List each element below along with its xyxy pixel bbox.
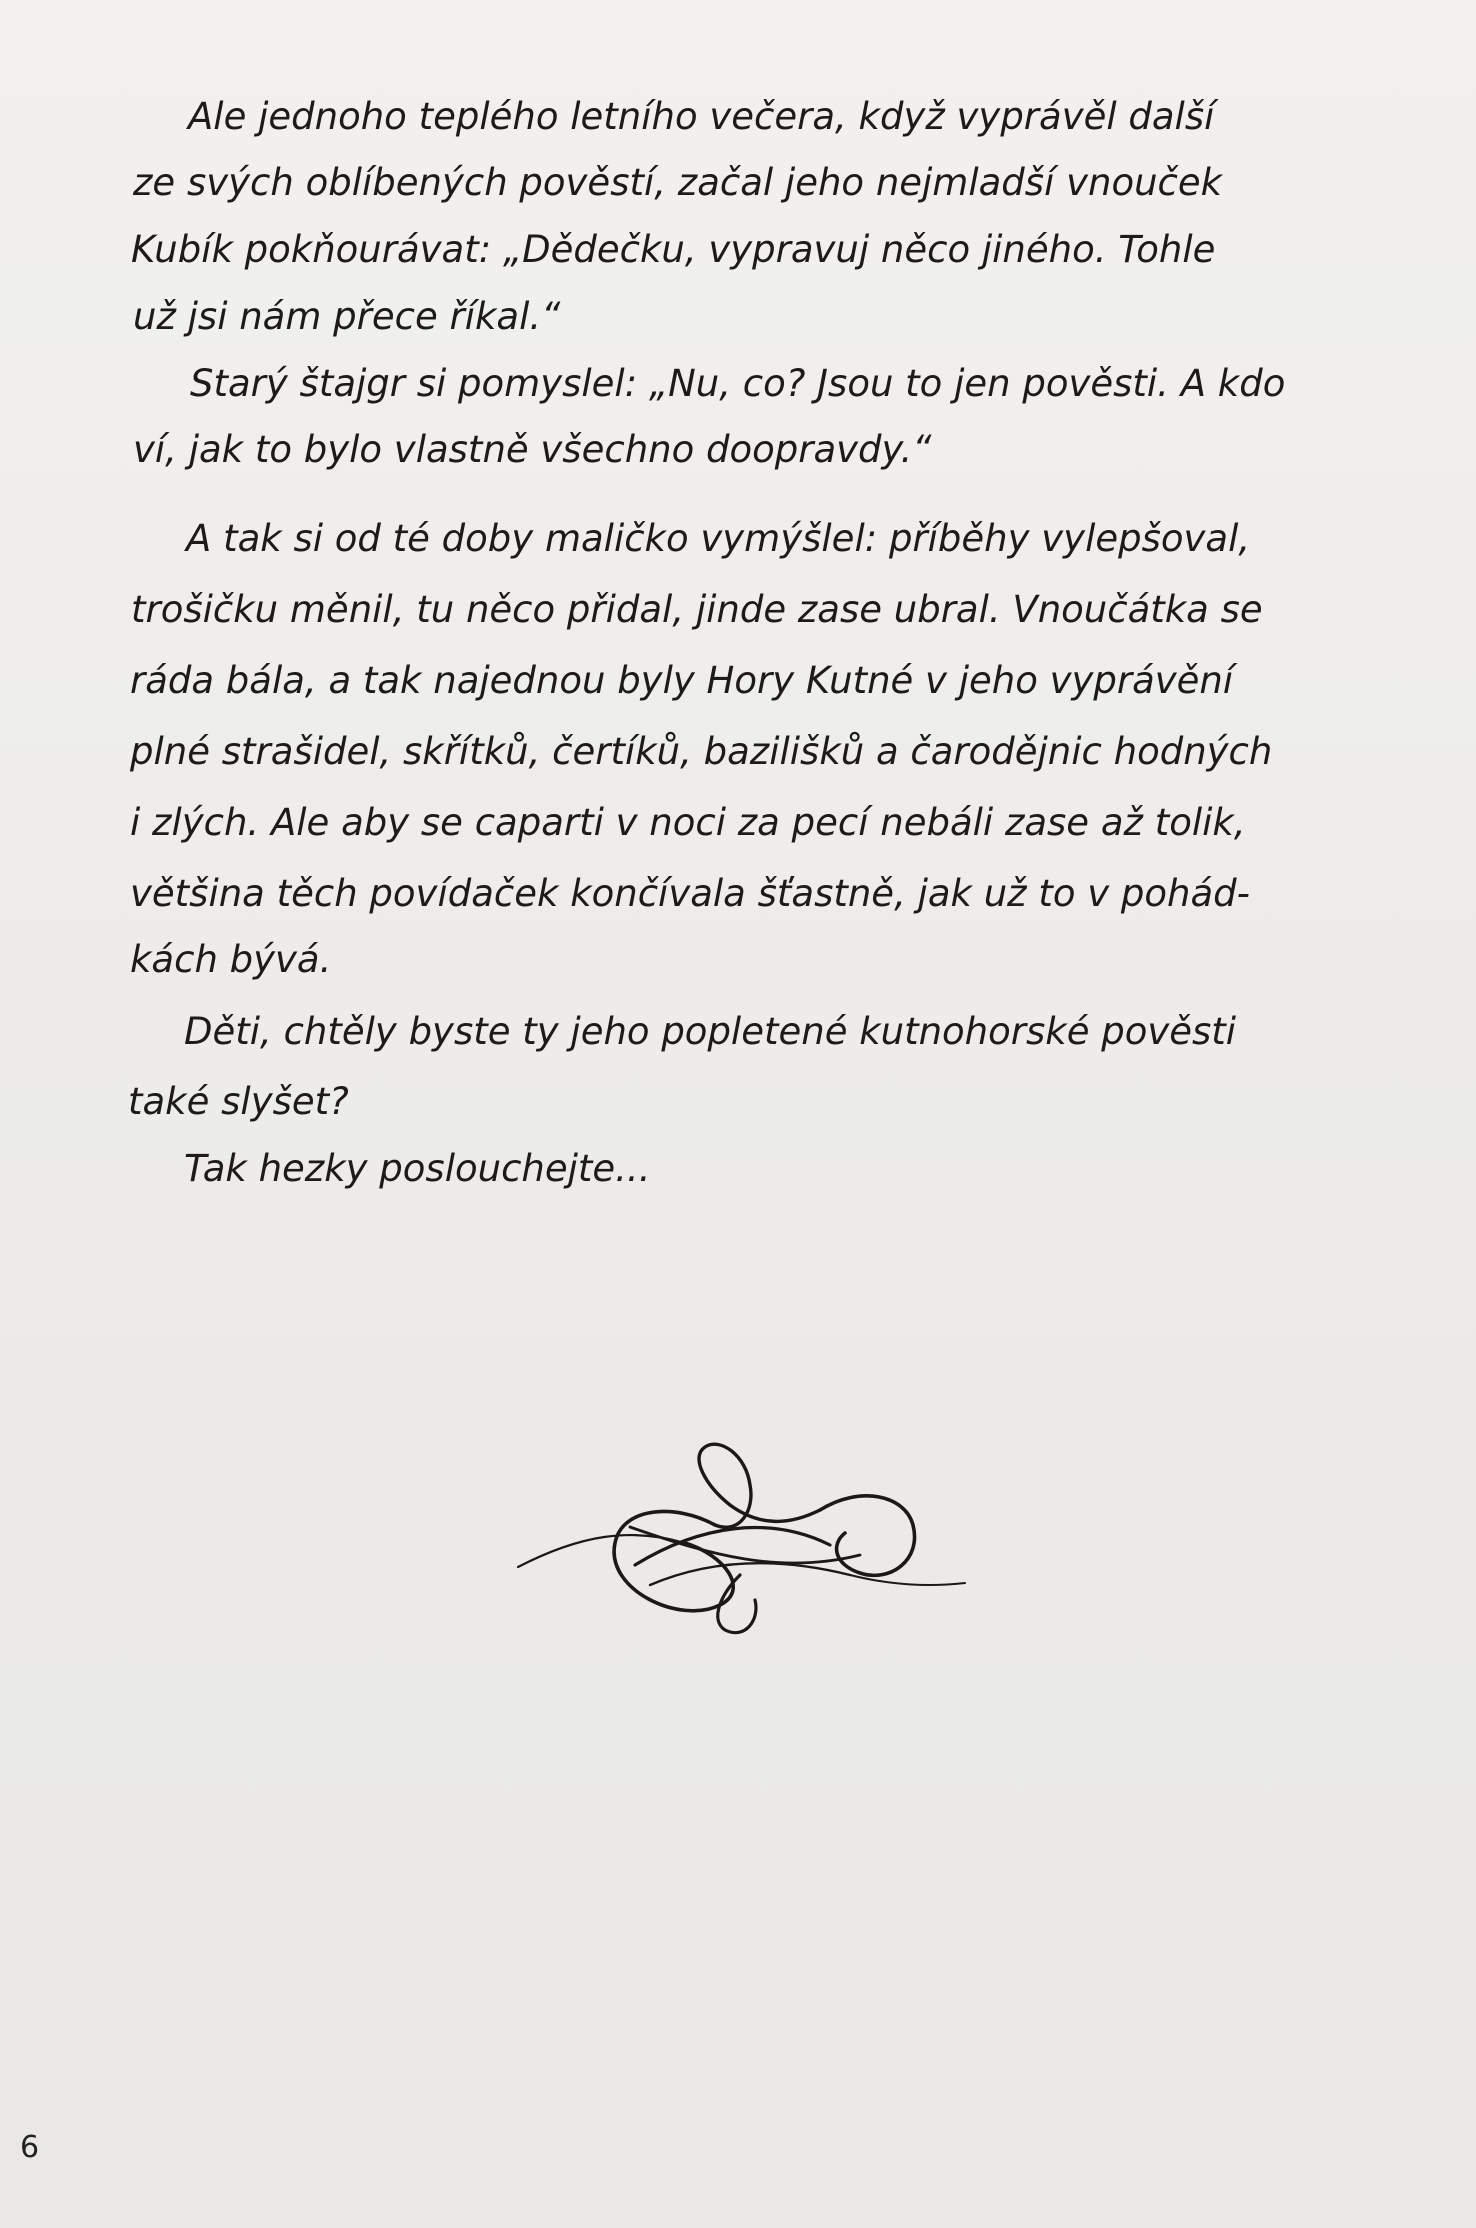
paragraph-3-line-4: plné strašidel, skřítků, čertíků, bazilišků a čarodějnic hodných (130, 730, 1273, 773)
paragraph-3-line-7: kách bývá. (130, 938, 332, 981)
paragraph-3-line-2: trošičku měnil, tu něco přidal, jinde zase ubral. Vnoučátka se (131, 588, 1263, 631)
paragraph-4-line-1: Děti, chtěly byste ty jeho popletené kutnohorské pověsti (184, 1010, 1237, 1053)
paragraph-1-line-3: Kubík pokňourávat: „Dědečku, vypravuj něco jiného. Tohle (131, 228, 1216, 271)
paragraph-5-line-1: Tak hezky poslouchejte... (184, 1147, 651, 1190)
paragraph-1-line-4: už jsi nám přece říkal.“ (133, 295, 561, 338)
paragraph-2-line-2: ví, jak to bylo vlastně všechno doopravdy.“ (133, 428, 932, 471)
paragraph-1-line-1: Ale jednoho teplého letního večera, když vyprávěl další (188, 95, 1215, 138)
paragraph-1-line-2: ze svých oblíbených pověstí, začal jeho nejmladší vnouček (133, 161, 1223, 204)
paragraph-3-line-3: ráda bála, a tak najednou byly Hory Kutné v jeho vyprávění (130, 659, 1234, 702)
paragraph-4-line-2: také slyšet? (128, 1080, 349, 1123)
page-number: 6 (20, 2130, 40, 2165)
paragraph-2-line-1: Starý štajgr si pomyslel: „Nu, co? Jsou to jen pověsti. A kdo (190, 362, 1286, 405)
paragraph-3-line-6: většina těch povídaček končívala šťastně, jak už to v pohád- (130, 872, 1251, 915)
flourish-ornament-icon (510, 1415, 970, 1645)
paragraph-3-line-5: i zlých. Ale aby se caparti v noci za pecí nebáli zase až tolik, (130, 801, 1246, 844)
paragraph-3-line-1: A tak si od té doby maličko vymýšlel: příběhy vylepšoval, (186, 517, 1251, 560)
